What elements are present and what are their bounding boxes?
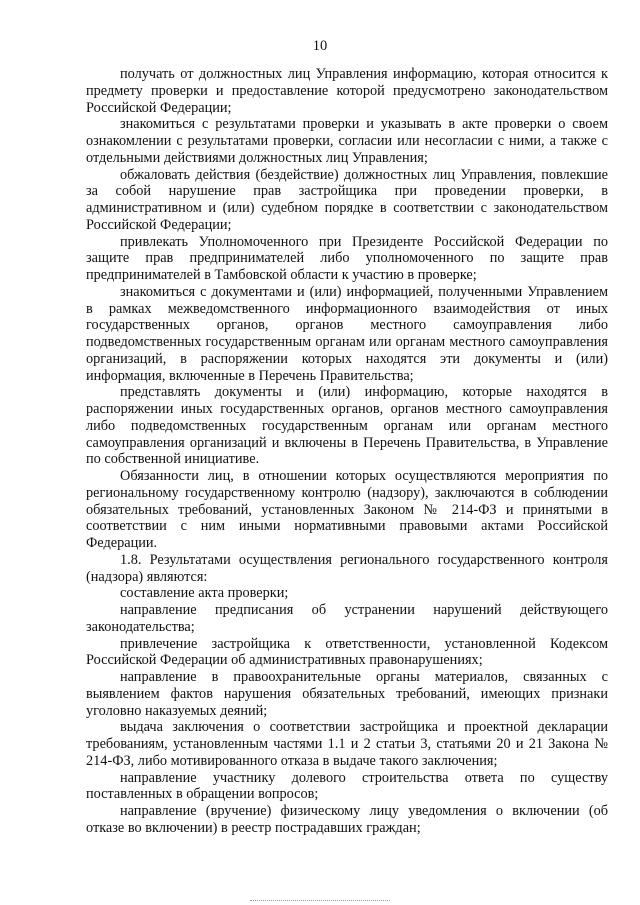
paragraph-result-notification: направление (вручение) физическому лицу уведомления о включении (об отказе во включении) в реестр пострадавших граждан; bbox=[86, 803, 608, 836]
document-body bbox=[86, 66, 608, 837]
paragraph-right-involve-ombudsman: привлекать Уполномоченного при Президенте Российской Федерации по защите прав предпринимателей либо уполномоченного по защите прав предпринимателей в Тамбовской области к участию в проверке; bbox=[86, 233, 608, 283]
paragraph-right-obtain-information: получать от должностных лиц Управления информацию, которая относится к предмету проверки и предоставление которой предусмотрено законодательством Российской Федерации; bbox=[86, 66, 608, 116]
paragraph-obligations: Обязанности лиц, в отношении которых осуществляются мероприятия по региональному государственному контролю (надзору), заключаются в соблюдении обязательных требований, установленных Законом № 214-ФЗ и принятыми в соответствии с ним иными нормативными правовыми актами Российской Федерации. bbox=[86, 468, 608, 551]
paragraph-result-response: направление участнику долевого строительства ответа по существу поставленных в обращении вопросов; bbox=[86, 769, 608, 803]
page-number: 10 bbox=[312, 38, 328, 54]
paragraph-right-review-results: знакомиться с результатами проверки и указывать в акте проверки о своем ознакомлении с результатами проверки, согласии или несогласии с ними, а также с отдельными действиями должностных лиц Управления; bbox=[86, 116, 608, 166]
paragraph-result-law-enforcement: направление в правоохранительные органы материалов, связанных с выявлением фактов нарушения обязательных требований, имеющих признаки уголовно наказуемых деяний; bbox=[86, 669, 608, 719]
paragraph-result-inspection-act: составление акта проверки; bbox=[120, 585, 289, 602]
paragraph-right-submit-documents: представлять документы и (или) информацию, которые находятся в распоряжении иных государственных органов, органов местного самоуправления либо подведомственных государственным органам или органам местного самоуправления организаций и включены в Перечень Правительства, в Управление по собственной инициативе. bbox=[86, 384, 608, 468]
paragraph-right-review-documents: знакомиться с документами и (или) информацией, полученными Управлением в рамках межведомственного информационного взаимодействия от иных государственных органов, органов местного самоуправления либо подведомственных государственным органам или органам местного самоуправления организаций, в распоряжении которых находятся эти документы и (или) информация, включенные в Перечень Правительства; bbox=[86, 283, 608, 384]
paragraph-right-appeal: обжаловать действия (бездействие) должностных лиц Управления, повлекшие за собой нарушение прав застройщика при проведении проверки, в административном и (или) судебном порядке в соответствии с законодательством Российской Федерации; bbox=[86, 166, 608, 233]
paragraph-result-order: направление предписания об устранении нарушений действующего законодательства; bbox=[86, 602, 608, 635]
paragraph-result-liability: привлечение застройщика к ответственности, установленной Кодексом Российской Федерации об административных правонарушениях; bbox=[86, 635, 608, 669]
page-bottom-divider bbox=[250, 900, 390, 901]
paragraph-result-conclusion: выдача заключения о соответствии застройщика и проектной декларации требованиям, установленным частями 1.1 и 2 статьи 3, статьями 20 и 21 Закона № 214-ФЗ, либо мотивированного отказа в выдаче такого заключения; bbox=[86, 719, 608, 769]
paragraph-section-1-8-heading: 1.8. Результатами осуществления регионального государственного контроля (надзора) являются: bbox=[86, 551, 608, 585]
